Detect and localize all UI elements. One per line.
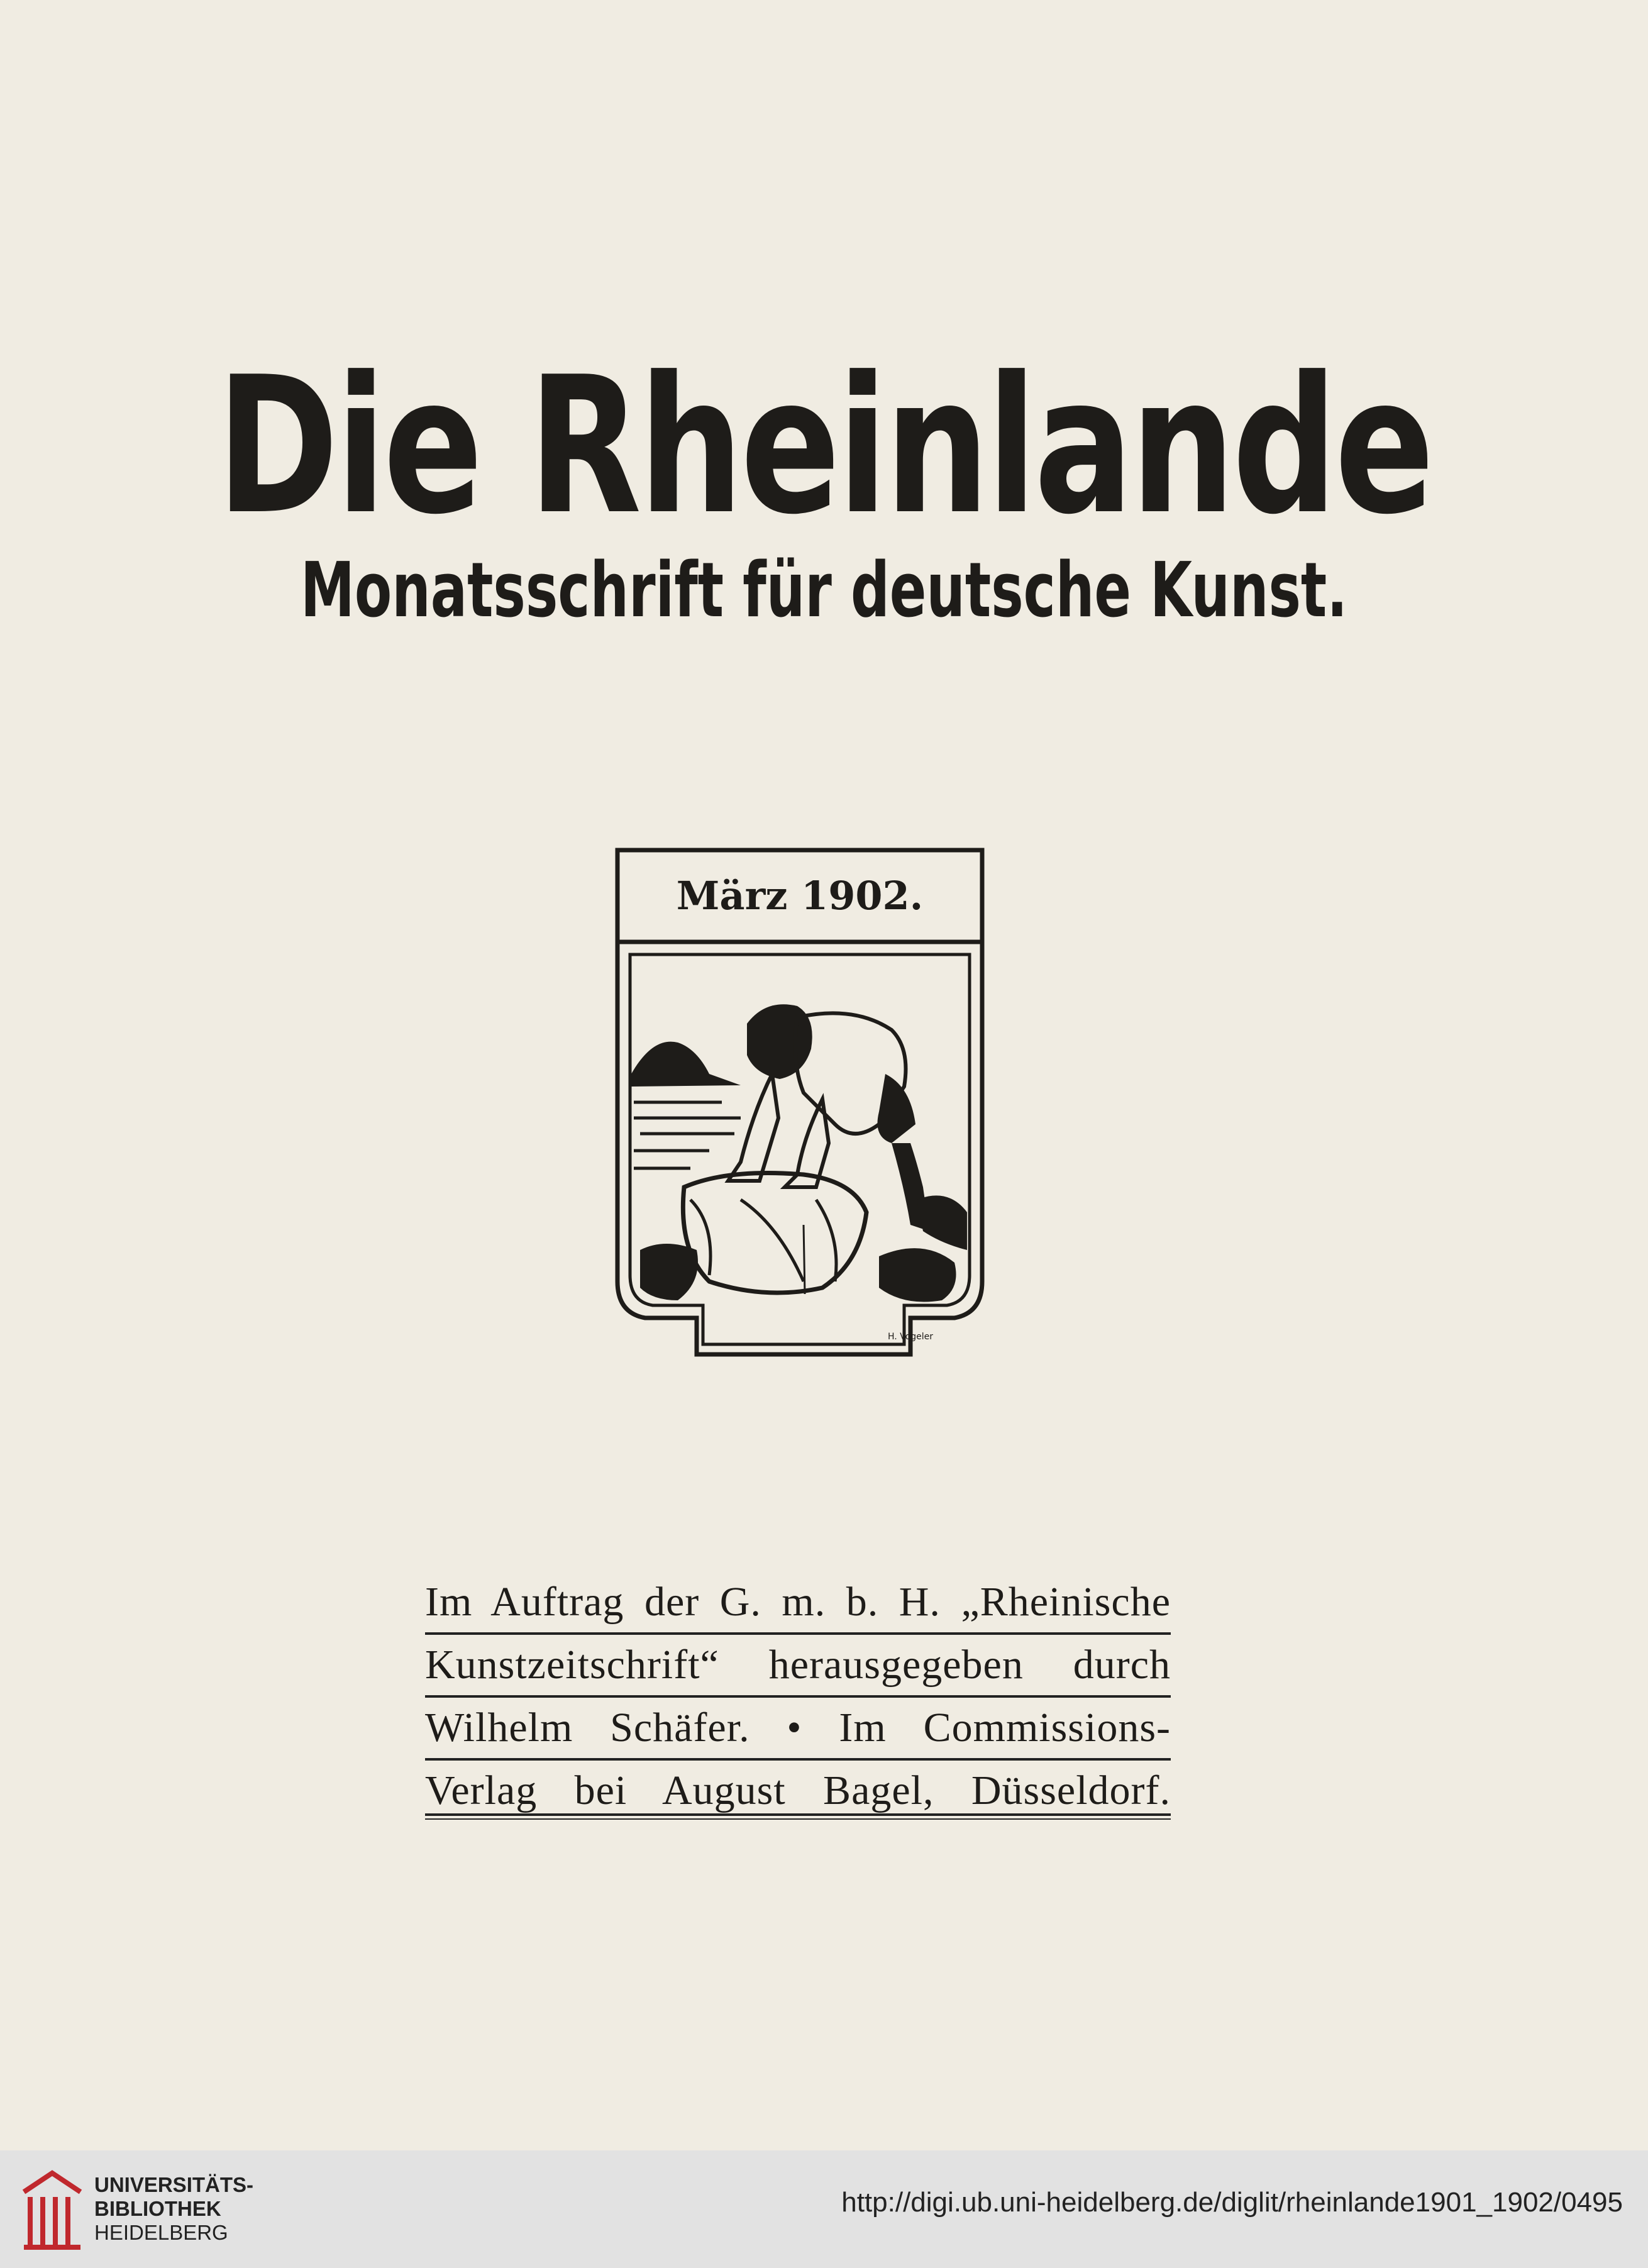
library-name xyxy=(94,2173,253,2245)
permalink-url[interactable]: http://digi.ub.uni-heidelberg.de/diglit/rheinlande1901_1902/0495 xyxy=(841,2187,1623,2218)
library-logo-icon xyxy=(18,2167,87,2251)
imprint-block xyxy=(425,1572,1171,1821)
issue-date: März 1902. xyxy=(676,873,924,919)
journal-title: Die Rheinlande xyxy=(216,336,1432,556)
library-name-line: UNIVERSITÄTS- xyxy=(94,2173,254,2196)
imprint-line: Wilhelm Schäfer. • Im Commissions- xyxy=(425,1698,1171,1761)
imprint-line: Verlag bei August Bagel, Düsseldorf. xyxy=(425,1767,1171,1813)
library-name-line: BIBLIOTHEK xyxy=(94,2197,221,2220)
imprint-line: Im Auftrag der G. m. b. H. „Rheinische xyxy=(425,1572,1171,1635)
imprint-rule xyxy=(425,1818,1171,1820)
library-name-line: HEIDELBERG xyxy=(94,2221,228,2244)
journal-subtitle: Monatsschrift für deutsche Kunst. xyxy=(300,547,1348,634)
cover-emblem xyxy=(615,848,985,1357)
imprint-rule xyxy=(425,1813,1171,1816)
illustrator-signature: H. Vogeler xyxy=(888,1332,933,1342)
imprint-line: Kunstzeitschrift“ herausgegeben durch xyxy=(425,1635,1171,1698)
illustration-figure xyxy=(631,1004,967,1302)
footer-bar xyxy=(0,2150,1648,2268)
